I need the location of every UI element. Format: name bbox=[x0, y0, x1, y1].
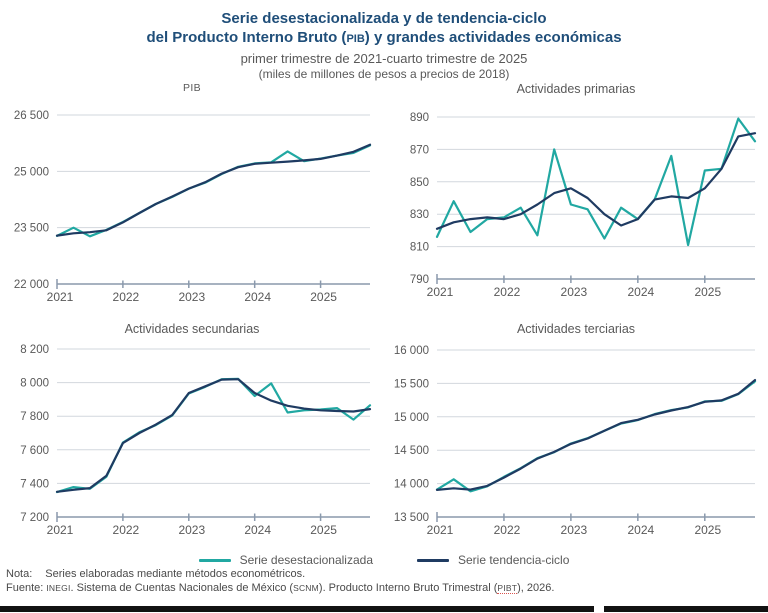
chart-title-primarias: Actividades primarias bbox=[516, 82, 636, 96]
footer-fuente-line bbox=[6, 582, 762, 596]
teal-line-swatch-icon bbox=[199, 559, 231, 562]
y-tick-label: 830 bbox=[409, 209, 429, 222]
x-tick-label: 2023 bbox=[560, 523, 588, 537]
bottom-border-bar-right bbox=[604, 606, 768, 612]
x-tick-label: 2021 bbox=[426, 523, 454, 537]
page-title-line2 bbox=[0, 28, 768, 49]
y-tick-label: 15 500 bbox=[393, 378, 429, 391]
x-tick-label: 2024 bbox=[244, 290, 272, 304]
plot-pib bbox=[0, 78, 384, 315]
x-tick-label: 2025 bbox=[310, 523, 337, 537]
y-tick-label: 16 000 bbox=[393, 345, 429, 357]
fuente-prefix: Fuente: bbox=[6, 581, 47, 594]
y-tick-label: 26 500 bbox=[13, 110, 49, 122]
x-tick-label: 2023 bbox=[560, 285, 588, 299]
chart-legend bbox=[0, 553, 768, 567]
y-tick-label: 14 000 bbox=[393, 478, 429, 491]
y-tick-label: 7 200 bbox=[20, 512, 49, 524]
scnm-acronym: SCNM bbox=[293, 582, 319, 593]
y-tick-label: 7 600 bbox=[20, 444, 49, 457]
x-tick-label: 2022 bbox=[112, 523, 140, 537]
chart-title-terciarias: Actividades terciarias bbox=[516, 322, 636, 336]
x-tick-label: 2025 bbox=[694, 285, 722, 299]
y-tick-label: 890 bbox=[409, 112, 429, 124]
plot-secundarias bbox=[0, 313, 384, 553]
chart-header bbox=[0, 9, 768, 82]
x-tick-label: 2025 bbox=[310, 290, 337, 304]
series-line-teal bbox=[57, 379, 370, 492]
plot-primarias bbox=[384, 78, 768, 315]
y-tick-label: 8 000 bbox=[20, 377, 49, 390]
footer-nota-line bbox=[6, 568, 762, 582]
series-line-teal bbox=[437, 381, 755, 491]
title-line2-pre: del Producto Interno Bruto ( bbox=[146, 29, 347, 46]
x-tick-label: 2021 bbox=[46, 290, 74, 304]
pibt-acronym: PIBT bbox=[497, 582, 518, 593]
series-line-navy bbox=[57, 379, 370, 492]
fuente-mid2: ). Producto Interno Bruto Trimestral ( bbox=[318, 581, 498, 594]
fuente-suffix: ), 2026. bbox=[517, 581, 555, 594]
x-tick-label: 2022 bbox=[112, 290, 140, 304]
y-tick-label: 810 bbox=[409, 241, 429, 254]
chart-title-pib: PIB bbox=[182, 82, 202, 94]
chart-title-secundarias: Actividades secundarias bbox=[124, 322, 260, 336]
chart-actividades-secundarias bbox=[0, 313, 384, 553]
y-tick-label: 7 800 bbox=[20, 411, 49, 424]
x-tick-label: 2023 bbox=[178, 290, 206, 304]
y-tick-label: 13 500 bbox=[393, 512, 429, 524]
legend-item-desestacionalizada bbox=[199, 553, 373, 567]
fuente-mid1: . Sistema de Cuentas Nacionales de México ( bbox=[70, 581, 294, 594]
y-tick-label: 850 bbox=[409, 176, 429, 189]
chart-actividades-terciarias bbox=[384, 313, 768, 553]
title-pib-acronym: PIB bbox=[346, 33, 365, 45]
y-tick-label: 25 000 bbox=[13, 166, 49, 179]
series-line-navy bbox=[57, 145, 370, 236]
subtitle-units: (miles de millones de pesos a precios de 2018) bbox=[258, 67, 510, 81]
x-tick-label: 2025 bbox=[694, 523, 722, 537]
inegi-acronym: INEGI bbox=[46, 582, 71, 593]
bottom-border-bar-left bbox=[0, 606, 594, 612]
x-tick-label: 2022 bbox=[493, 285, 521, 299]
nota-text: Series elaboradas mediante métodos econométricos. bbox=[45, 568, 306, 580]
y-tick-label: 14 500 bbox=[393, 445, 429, 458]
subtitle-period: primer trimestre de 2021-cuarto trimestre de 2025 bbox=[240, 51, 528, 66]
y-tick-label: 15 000 bbox=[393, 411, 429, 424]
y-tick-label: 870 bbox=[409, 144, 429, 157]
x-tick-label: 2021 bbox=[46, 523, 74, 537]
series-line-navy bbox=[437, 380, 755, 490]
nota-label: Nota: bbox=[6, 568, 33, 580]
x-tick-label: 2021 bbox=[426, 285, 454, 299]
x-tick-label: 2023 bbox=[178, 523, 206, 537]
legend-label-tendencia-ciclo: Serie tendencia-ciclo bbox=[458, 553, 570, 567]
title-line2-post: ) y grandes actividades económicas bbox=[364, 29, 622, 46]
legend-label-desestacionalizada: Serie desestacionalizada bbox=[239, 553, 373, 567]
page-title-line1: Serie desestacionalizada y de tendencia-ciclo bbox=[221, 10, 547, 27]
x-tick-label: 2022 bbox=[493, 523, 521, 537]
y-tick-label: 7 400 bbox=[20, 478, 49, 491]
y-tick-label: 23 500 bbox=[13, 222, 49, 235]
plot-terciarias bbox=[384, 313, 768, 553]
x-tick-label: 2024 bbox=[627, 285, 655, 299]
chart-pib bbox=[0, 78, 384, 315]
legend-item-tendencia-ciclo bbox=[417, 553, 569, 567]
x-tick-label: 2024 bbox=[244, 523, 272, 537]
x-tick-label: 2024 bbox=[627, 523, 655, 537]
y-tick-label: 790 bbox=[409, 274, 429, 286]
y-tick-label: 22 000 bbox=[13, 279, 49, 291]
navy-line-swatch-icon bbox=[417, 559, 449, 562]
footer-notes bbox=[6, 568, 762, 595]
y-tick-label: 8 200 bbox=[20, 344, 49, 356]
chart-actividades-primarias bbox=[384, 78, 768, 315]
